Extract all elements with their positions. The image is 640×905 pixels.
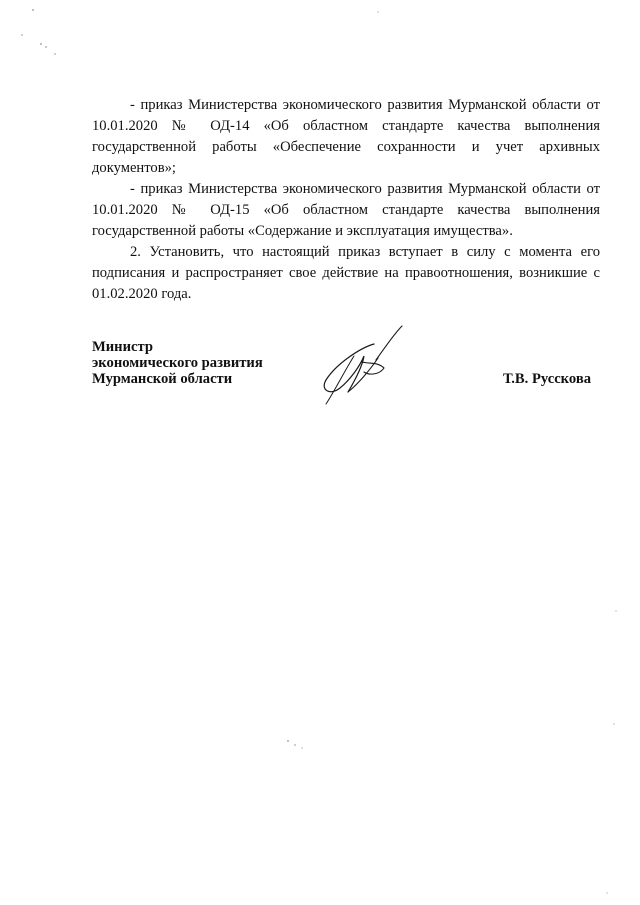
signatory-title-line: Министр [92,339,153,355]
signatory-title-line: экономического развития [92,355,263,371]
paragraph-effective-date: 2. Установить, что настоящий приказ вступает в силу с момента его подписания и распространяет свое действие на правоотношения, возникшие с 01.02.2020 года. [92,244,600,302]
signatory-title-line: Мурманской области [92,371,233,387]
document-body [92,95,600,305]
signatory-name: Т.В. Русскова [503,371,591,387]
signatory-title [92,339,292,387]
paragraph-order-od14: - приказ Министерства экономического развития Мурманской области от 10.01.2020 № ОД-14 «Об областном стандарте качества выполнения государственной работы «Обеспечение сохранности и учет архивных документов»; [92,97,600,176]
handwritten-signature [314,322,410,408]
paragraph-order-od15: - приказ Министерства экономического развития Мурманской области от 10.01.2020 № ОД-15 «Об областном стандарте качества выполнения государственной работы «Содержание и эксплуатация имущества». [92,181,600,239]
